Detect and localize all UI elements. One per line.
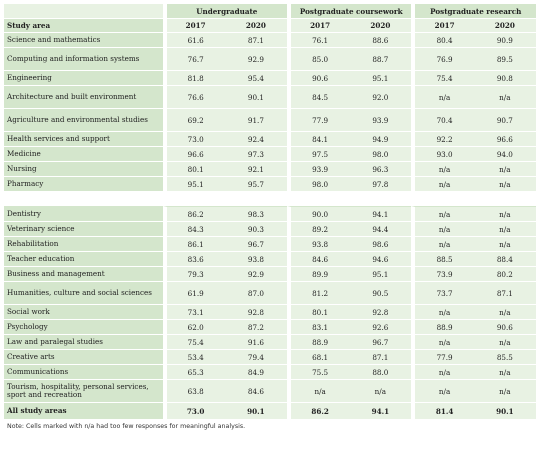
- separator-cell: [349, 192, 411, 207]
- table-cell: 87.1: [349, 350, 411, 365]
- section-separator: [4, 192, 536, 207]
- table-cell: n/a: [474, 305, 536, 320]
- study-area-label: Creative arts: [4, 350, 163, 365]
- study-area-label: Architecture and built environment: [4, 86, 163, 109]
- table-cell: 92.9: [225, 48, 287, 71]
- table-row: [4, 132, 536, 147]
- table-cell: 91.7: [225, 109, 287, 132]
- header-group-postgraduate-research: Postgraduate research: [411, 4, 536, 19]
- table-cell: 79.4: [225, 350, 287, 365]
- table-cell: 80.1: [163, 162, 225, 177]
- table-cell: 68.1: [287, 350, 349, 365]
- table-row: [4, 305, 536, 320]
- table-cell: n/a: [411, 335, 473, 350]
- study-area-label: Computing and information systems: [4, 48, 163, 71]
- table-cell: 98.6: [349, 237, 411, 252]
- table-cell: 62.0: [163, 320, 225, 335]
- total-cell: 73.0: [163, 403, 225, 420]
- table-cell: 88.7: [349, 48, 411, 71]
- table-cell: 73.9: [411, 267, 473, 282]
- separator-cell: [163, 192, 225, 207]
- table-cell: 97.3: [225, 147, 287, 162]
- table-cell: 95.7: [225, 177, 287, 192]
- study-area-label: Teacher education: [4, 252, 163, 267]
- table-cell: 53.4: [163, 350, 225, 365]
- table-cell: 61.6: [163, 33, 225, 48]
- total-label: All study areas: [4, 403, 163, 420]
- table-note: Note: Cells marked with n/a had too few responses for meaningful analysis.: [4, 420, 536, 433]
- table-cell: 92.1: [225, 162, 287, 177]
- table-cell: n/a: [474, 365, 536, 380]
- header-row-groups: [4, 4, 536, 19]
- table-cell: 89.2: [287, 222, 349, 237]
- table-cell: 90.6: [474, 320, 536, 335]
- header-year: 2020: [474, 19, 536, 33]
- table-cell: 97.8: [349, 177, 411, 192]
- header-year: 2017: [287, 19, 349, 33]
- study-area-label: Medicine: [4, 147, 163, 162]
- table-cell: 80.1: [287, 305, 349, 320]
- table-cell: 65.3: [163, 365, 225, 380]
- total-cell: 90.1: [225, 403, 287, 420]
- table-cell: 90.9: [474, 33, 536, 48]
- table-cell: 94.1: [349, 207, 411, 222]
- table-cell: n/a: [411, 380, 473, 403]
- table-cell: 92.9: [225, 267, 287, 282]
- table-row: [4, 365, 536, 380]
- table-cell: 93.9: [287, 162, 349, 177]
- table-cell: 84.3: [163, 222, 225, 237]
- table-cell: 76.1: [287, 33, 349, 48]
- table-cell: 92.8: [225, 305, 287, 320]
- table-row: [4, 320, 536, 335]
- table-cell: 95.1: [163, 177, 225, 192]
- table-cell: n/a: [474, 177, 536, 192]
- table-cell: 94.6: [349, 252, 411, 267]
- table-row: [4, 177, 536, 192]
- table-cell: 94.0: [474, 147, 536, 162]
- table-cell: 90.1: [225, 86, 287, 109]
- table-cell: 93.9: [349, 109, 411, 132]
- table-cell: 84.6: [287, 252, 349, 267]
- table-cell: 94.9: [349, 132, 411, 147]
- total-row: [4, 403, 536, 420]
- results-table: [4, 4, 536, 420]
- table-row: [4, 162, 536, 177]
- table-cell: 86.2: [163, 207, 225, 222]
- separator-cell: [4, 192, 163, 207]
- table-cell: 81.8: [163, 71, 225, 86]
- study-area-label: Tourism, hospitality, personal services, sport and recreation: [4, 380, 163, 403]
- total-cell: 94.1: [349, 403, 411, 420]
- total-cell: 81.4: [411, 403, 473, 420]
- table-cell: 87.0: [225, 282, 287, 305]
- total-cell: 86.2: [287, 403, 349, 420]
- table-cell: n/a: [411, 237, 473, 252]
- table-row: [4, 33, 536, 48]
- table-cell: 80.4: [411, 33, 473, 48]
- separator-cell: [411, 192, 473, 207]
- table-cell: 95.1: [349, 267, 411, 282]
- table-cell: 92.6: [349, 320, 411, 335]
- study-area-label: Psychology: [4, 320, 163, 335]
- table-cell: n/a: [411, 365, 473, 380]
- table-cell: n/a: [474, 162, 536, 177]
- study-area-label: Rehabilitation: [4, 237, 163, 252]
- table-cell: 84.9: [225, 365, 287, 380]
- study-area-label: Engineering: [4, 71, 163, 86]
- table-row: [4, 380, 536, 403]
- table-cell: n/a: [474, 380, 536, 403]
- total-cell: 90.1: [474, 403, 536, 420]
- table-cell: 76.6: [163, 86, 225, 109]
- table-cell: 76.9: [411, 48, 473, 71]
- header-year: 2017: [411, 19, 473, 33]
- table-row: [4, 252, 536, 267]
- table-cell: 88.9: [287, 335, 349, 350]
- table-row: [4, 48, 536, 71]
- table-cell: 93.8: [287, 237, 349, 252]
- table-cell: 91.6: [225, 335, 287, 350]
- header-group-undergraduate: Undergraduate: [163, 4, 287, 19]
- table-row: [4, 109, 536, 132]
- table-cell: n/a: [474, 222, 536, 237]
- table-cell: 73.7: [411, 282, 473, 305]
- table-cell: 90.8: [474, 71, 536, 86]
- table-row: [4, 282, 536, 305]
- table-cell: 77.9: [287, 109, 349, 132]
- table-cell: 79.3: [163, 267, 225, 282]
- table-cell: 89.9: [287, 267, 349, 282]
- table-row: [4, 222, 536, 237]
- table-cell: 75.5: [287, 365, 349, 380]
- study-area-label: Nursing: [4, 162, 163, 177]
- table-cell: 75.4: [163, 335, 225, 350]
- table-cell: 87.2: [225, 320, 287, 335]
- table-cell: 90.6: [287, 71, 349, 86]
- table-cell: 92.8: [349, 305, 411, 320]
- table-cell: n/a: [411, 177, 473, 192]
- table-cell: 90.0: [287, 207, 349, 222]
- table-cell: 84.6: [225, 380, 287, 403]
- header-blank: [4, 4, 163, 19]
- table-cell: 63.8: [163, 380, 225, 403]
- table-cell: 97.5: [287, 147, 349, 162]
- header-year: 2020: [349, 19, 411, 33]
- table-cell: 98.3: [225, 207, 287, 222]
- table-cell: 88.4: [474, 252, 536, 267]
- table-cell: 81.2: [287, 282, 349, 305]
- table-cell: 96.6: [474, 132, 536, 147]
- table-cell: 90.7: [474, 109, 536, 132]
- table-cell: 70.4: [411, 109, 473, 132]
- table-cell: 85.0: [287, 48, 349, 71]
- table-row: [4, 237, 536, 252]
- table-cell: 87.1: [225, 33, 287, 48]
- table-cell: 87.1: [474, 282, 536, 305]
- table-cell: 88.9: [411, 320, 473, 335]
- table-cell: 84.5: [287, 86, 349, 109]
- table-cell: 76.7: [163, 48, 225, 71]
- table-cell: 88.5: [411, 252, 473, 267]
- study-area-label: Health services and support: [4, 132, 163, 147]
- table-cell: 92.2: [411, 132, 473, 147]
- table-cell: n/a: [411, 305, 473, 320]
- table-cell: 73.1: [163, 305, 225, 320]
- table-cell: 94.4: [349, 222, 411, 237]
- header-year: 2020: [225, 19, 287, 33]
- table-cell: 73.0: [163, 132, 225, 147]
- study-area-label: Law and paralegal studies: [4, 335, 163, 350]
- table-cell: n/a: [474, 86, 536, 109]
- study-area-label: Communications: [4, 365, 163, 380]
- header-row-years: [4, 19, 536, 33]
- table-cell: 61.9: [163, 282, 225, 305]
- table-cell: 93.0: [411, 147, 473, 162]
- table-cell: 69.2: [163, 109, 225, 132]
- table-cell: 90.3: [225, 222, 287, 237]
- table-cell: n/a: [474, 207, 536, 222]
- table-cell: 83.6: [163, 252, 225, 267]
- header-study-area: Study area: [4, 19, 163, 33]
- study-area-label: Veterinary science: [4, 222, 163, 237]
- table-cell: 92.0: [349, 86, 411, 109]
- table-cell: 96.7: [349, 335, 411, 350]
- study-area-label: Dentistry: [4, 207, 163, 222]
- table-cell: n/a: [411, 86, 473, 109]
- table-cell: n/a: [349, 380, 411, 403]
- table-cell: 90.5: [349, 282, 411, 305]
- table-row: [4, 350, 536, 365]
- table-cell: 80.2: [474, 267, 536, 282]
- table-body: [4, 33, 536, 420]
- table-row: [4, 267, 536, 282]
- table-cell: 92.4: [225, 132, 287, 147]
- separator-cell: [474, 192, 536, 207]
- table-cell: 96.6: [163, 147, 225, 162]
- table-cell: 77.9: [411, 350, 473, 365]
- table-cell: 83.1: [287, 320, 349, 335]
- table-row: [4, 86, 536, 109]
- table-cell: 88.0: [349, 365, 411, 380]
- table-cell: 86.1: [163, 237, 225, 252]
- table-cell: 98.0: [349, 147, 411, 162]
- study-area-label: Agriculture and environmental studies: [4, 109, 163, 132]
- table-cell: 98.0: [287, 177, 349, 192]
- study-area-label: Business and management: [4, 267, 163, 282]
- table-cell: 95.1: [349, 71, 411, 86]
- header-year: 2017: [163, 19, 225, 33]
- table-cell: 93.8: [225, 252, 287, 267]
- header-group-postgraduate-coursework: Postgraduate coursework: [287, 4, 411, 19]
- table-cell: 84.1: [287, 132, 349, 147]
- table-row: [4, 147, 536, 162]
- table-cell: n/a: [474, 237, 536, 252]
- table-cell: 88.6: [349, 33, 411, 48]
- study-area-label: Humanities, culture and social sciences: [4, 282, 163, 305]
- table-cell: 75.4: [411, 71, 473, 86]
- table-cell: 96.7: [225, 237, 287, 252]
- table-row: [4, 207, 536, 222]
- table-cell: n/a: [411, 207, 473, 222]
- separator-cell: [287, 192, 349, 207]
- study-area-label: Science and mathematics: [4, 33, 163, 48]
- table-cell: 95.4: [225, 71, 287, 86]
- table-cell: 96.3: [349, 162, 411, 177]
- study-area-label: Pharmacy: [4, 177, 163, 192]
- table-row: [4, 335, 536, 350]
- table-cell: 89.5: [474, 48, 536, 71]
- table-cell: n/a: [287, 380, 349, 403]
- table-cell: n/a: [411, 162, 473, 177]
- separator-cell: [225, 192, 287, 207]
- table-row: [4, 71, 536, 86]
- study-area-label: Social work: [4, 305, 163, 320]
- table-cell: n/a: [411, 222, 473, 237]
- table-cell: 85.5: [474, 350, 536, 365]
- table-cell: n/a: [474, 335, 536, 350]
